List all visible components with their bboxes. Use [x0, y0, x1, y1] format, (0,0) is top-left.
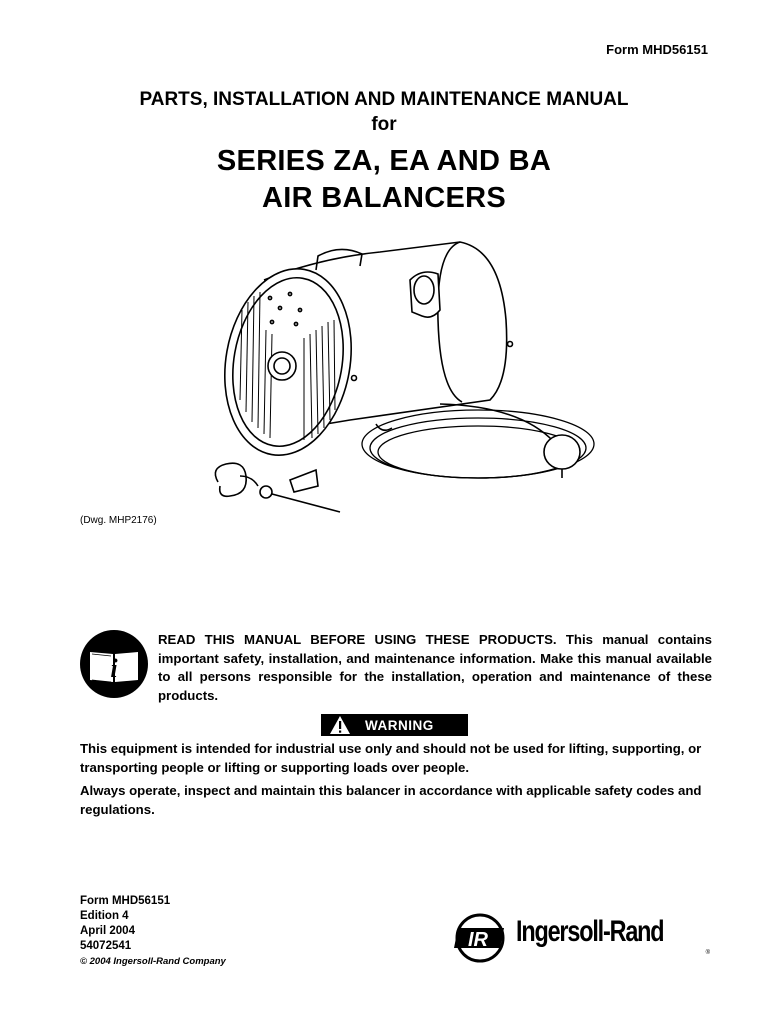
drawing-caption: (Dwg. MHP2176): [80, 515, 157, 526]
warning-triangle-icon: [329, 715, 351, 735]
footer-part-number: 54072541: [80, 940, 132, 952]
footer-edition: Edition 4: [80, 910, 129, 922]
warning-text-industrial-use: This equipment is intended for industrial use only and should not be used for lifting, supporting, or transporting people or lifting or supporting loads over people.: [80, 741, 702, 775]
manual-title: PARTS, INSTALLATION AND MAINTENANCE MANUAL: [139, 89, 629, 110]
warning-label: WARNING: [365, 717, 434, 733]
read-manual-book-icon: [80, 630, 148, 698]
logo-monogram: IR: [468, 929, 488, 951]
read-manual-notice: READ THIS MANUAL BEFORE USING THESE PRODUCTS. This manual contains important safety, installation, and maintenance information. Make this manual available to all persons responsible for the installation, operation and maintenance of these products.: [158, 632, 712, 703]
footer-form-number: Form MHD56151: [80, 895, 171, 907]
warning-badge: [321, 714, 468, 736]
warning-text-safety-codes: Always operate, inspect and maintain this balancer in accordance with applicable safety codes and regulations.: [80, 783, 702, 817]
product-title: AIR BALANCERS: [262, 182, 506, 214]
form-number-header: Form MHD56151: [606, 42, 708, 57]
logo-registered-mark: ®: [705, 950, 710, 956]
svg-text:i: i: [110, 654, 118, 683]
title-for: for: [371, 114, 397, 135]
footer-date: April 2004: [80, 925, 135, 937]
air-balancer-drawing: [200, 230, 600, 520]
footer-copyright: © 2004 Ingersoll-Rand Company: [80, 956, 226, 967]
logo-company-name: Ingersoll-Rand: [516, 915, 664, 948]
footer-publication-info: [80, 894, 226, 969]
series-title: SERIES ZA, EA AND BA: [216, 145, 552, 177]
